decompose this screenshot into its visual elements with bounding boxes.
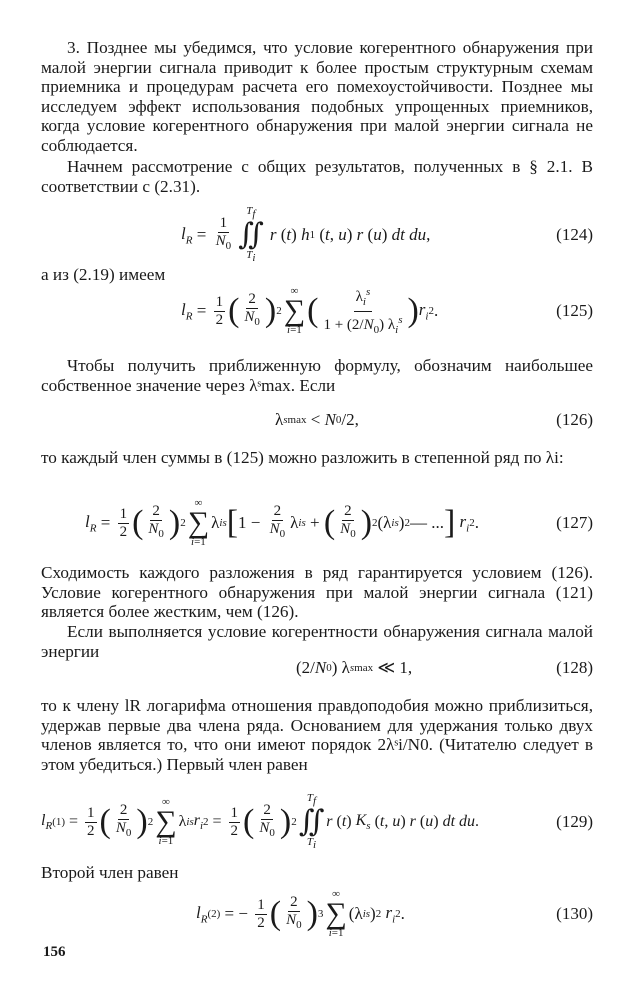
- paragraph-2: Начнем рассмотрение с общих результатов, полученных в § 2.1. В соответствии с (2.31).: [41, 157, 593, 196]
- equation-127: $l_R$ = $\frac{1}{2}$ ( $\frac{2}{N_0}$ ) 2 ∞ ∑ i=1 λ i s [ 1 − $\frac{2}{N_0}$ λ i s + ( $\frac{2}{N_0}$ ) 2 (λ i s ) 2 — ... ] $r_i$ 2 . (127): [85, 497, 593, 548]
- paragraph-3: а из (2.19) имеем: [41, 265, 166, 284]
- paragraph-8: то к члену lR логарифма отношения правдоподобия можно приблизиться, удержав первые два члена ряда. Основанием для удержания только двух членов является то, что они имеют порядок 2λˢi/N0. (Читателю следует в этом убедиться.) Первый член равен: [41, 696, 593, 774]
- equation-126: λ s max < N 0 /2, (126): [275, 410, 593, 429]
- equation-124: $l_R$ = $\frac{1}{N_0}$ $T_f$ ∬ $T_i$ r ( t ) h 1 ( t , u ) r ( u ) dt du , (124): [181, 204, 593, 265]
- paragraph-7: Если выполняется условие когерентности обнаружения сигнала малой энергии: [41, 622, 593, 661]
- paragraph-9: Второй член равен: [41, 863, 179, 882]
- paragraph-4: Чтобы получить приближенную формулу, обозначим наибольшее собственное значение через λˢmax. Если: [41, 356, 593, 395]
- paragraph-5: то каждый член суммы в (125) можно разложить в степенной ряд по λi:: [41, 448, 564, 467]
- paragraph-6: Сходимость каждого разложения в ряд гарантируется условием (126). Условие когерентного обнаружения при малой энергии сигнала (121) является более жестким, чем (126).: [41, 563, 593, 622]
- equation-129: $l_R$ (1) = $\frac{1}{2}$ ( $\frac{2}{N_0}$ ) 2 ∞ ∑ i=1 λ i s $r_i$ 2 = $\frac{1}{2}$ ( $\frac{2}{N_0}$ ) 2 $T_f$ ∬ $T_i$ r ( t ) $K_s$ ( t , u ) r ( u ) dt du . (129): [41, 791, 593, 852]
- equation-128: (2/ N 0 ) λ s max ≪ 1, (128): [296, 658, 593, 677]
- equation-125: $l_R$ = $\frac{1}{2}$ ( $\frac{2}{N_0}$ ) 2 ∞ ∑ i=1 ( $\frac{\lambda_i^s}{1 + (2/N_0) \lambda_i^s}$ ) $r_i$ 2 . (125): [181, 285, 593, 336]
- equation-130: $l_R$ (2) = − $\frac{1}{2}$ ( $\frac{2}{N_0}$ ) 3 ∞ ∑ i=1 (λ i s ) 2 $r_i$ 2 . (130): [196, 888, 593, 939]
- paragraph-1: 3. Позднее мы убедимся, что условие когерентного обнаружения при малой энергии сигнала приводит к более простым структурным схемам приемника и процедурам расчета его помехоустойчивости. Позднее мы исследуем эффект использования подобных упрощенных приемников, когда условие когерентного обнаружения при малой энергии сигнала не соблюдается.: [41, 38, 593, 155]
- page-number: 156: [43, 944, 66, 960]
